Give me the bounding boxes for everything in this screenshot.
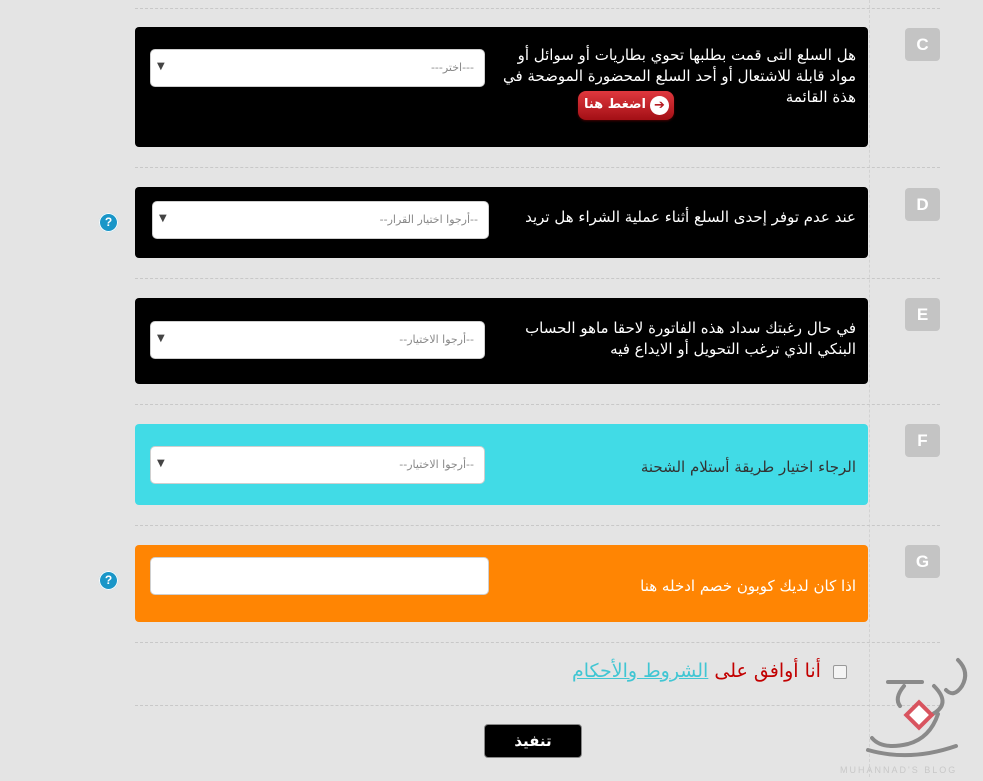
step-letter-e: E: [905, 298, 940, 331]
dropdown-caret-icon: ▼: [157, 61, 165, 72]
separator: [135, 525, 940, 526]
separator: [135, 167, 940, 168]
question-text-g: اذا كان لديك كوبون خصم ادخله هنا: [640, 577, 856, 595]
question-text-d: عند عدم توفر إحدى السلع أثناء عملية الشراء هل تريد: [525, 208, 856, 226]
dropdown-caret-icon: ▼: [159, 213, 167, 224]
select-restricted-items[interactable]: [150, 49, 485, 87]
separator: [135, 8, 940, 9]
separator: [135, 705, 940, 706]
select-placeholder: ---اختر---: [430, 61, 474, 74]
dropdown-caret-icon: ▼: [157, 458, 165, 469]
question-panel-c: [135, 27, 868, 147]
agree-on-text: على: [714, 660, 748, 682]
terms-link[interactable]: الشروط والأحكام: [571, 660, 709, 682]
question-text-e: في حال رغبتك سداد هذه الفاتورة لاحقا ماهو الحساب البنكي الذي ترغب التحويل أو الايداع فيه: [525, 319, 856, 358]
question-text-c: هل السلع التى قمت بطلبها تحوي بطاريات أو سوائل أو مواد قابلة للاشتعال أو أحد السلع المحضورة الموضحة في هذة القائمة: [502, 46, 856, 106]
select-placeholder: --أرجوا الاختيار--: [399, 333, 474, 346]
coupon-input[interactable]: [150, 557, 489, 595]
question-panel-g: [135, 545, 868, 622]
question-text-f: الرجاء اختيار طريقة أستلام الشحنة: [640, 458, 856, 476]
select-unavailable-item[interactable]: [152, 201, 489, 239]
select-placeholder: --أرجوا اختيار القرار--: [379, 213, 478, 226]
help-icon[interactable]: ?: [99, 571, 118, 590]
submit-button[interactable]: تنفيذ: [484, 724, 582, 758]
calligraphy-logo-icon: [838, 646, 983, 777]
select-placeholder: --أرجوا الاختيار--: [399, 458, 474, 471]
select-shipment-pickup[interactable]: [150, 446, 485, 484]
step-letter-d: D: [905, 188, 940, 221]
arrow-left-icon: ➔: [650, 96, 669, 115]
select-bank-account[interactable]: [150, 321, 485, 359]
separator: [135, 404, 940, 405]
question-panel-f: [135, 424, 868, 505]
separator: [135, 642, 940, 643]
dropdown-caret-icon: ▼: [157, 333, 165, 344]
help-icon[interactable]: ?: [99, 213, 118, 232]
separator: [135, 278, 940, 279]
watermark-logo: [838, 646, 983, 777]
question-panel-d: [135, 187, 868, 258]
step-letter-g: G: [905, 545, 940, 578]
agree-text: أنا أوافق: [753, 660, 821, 682]
step-letter-f: F: [905, 424, 940, 457]
watermark-brand: MUHANNAD'S BLOG: [840, 765, 958, 775]
terms-agreement: [572, 660, 847, 682]
click-here-button[interactable]: [578, 91, 674, 120]
step-letter-c: C: [905, 28, 940, 61]
click-here-label: اضغط هنا: [583, 97, 646, 112]
question-panel-e: [135, 298, 868, 384]
